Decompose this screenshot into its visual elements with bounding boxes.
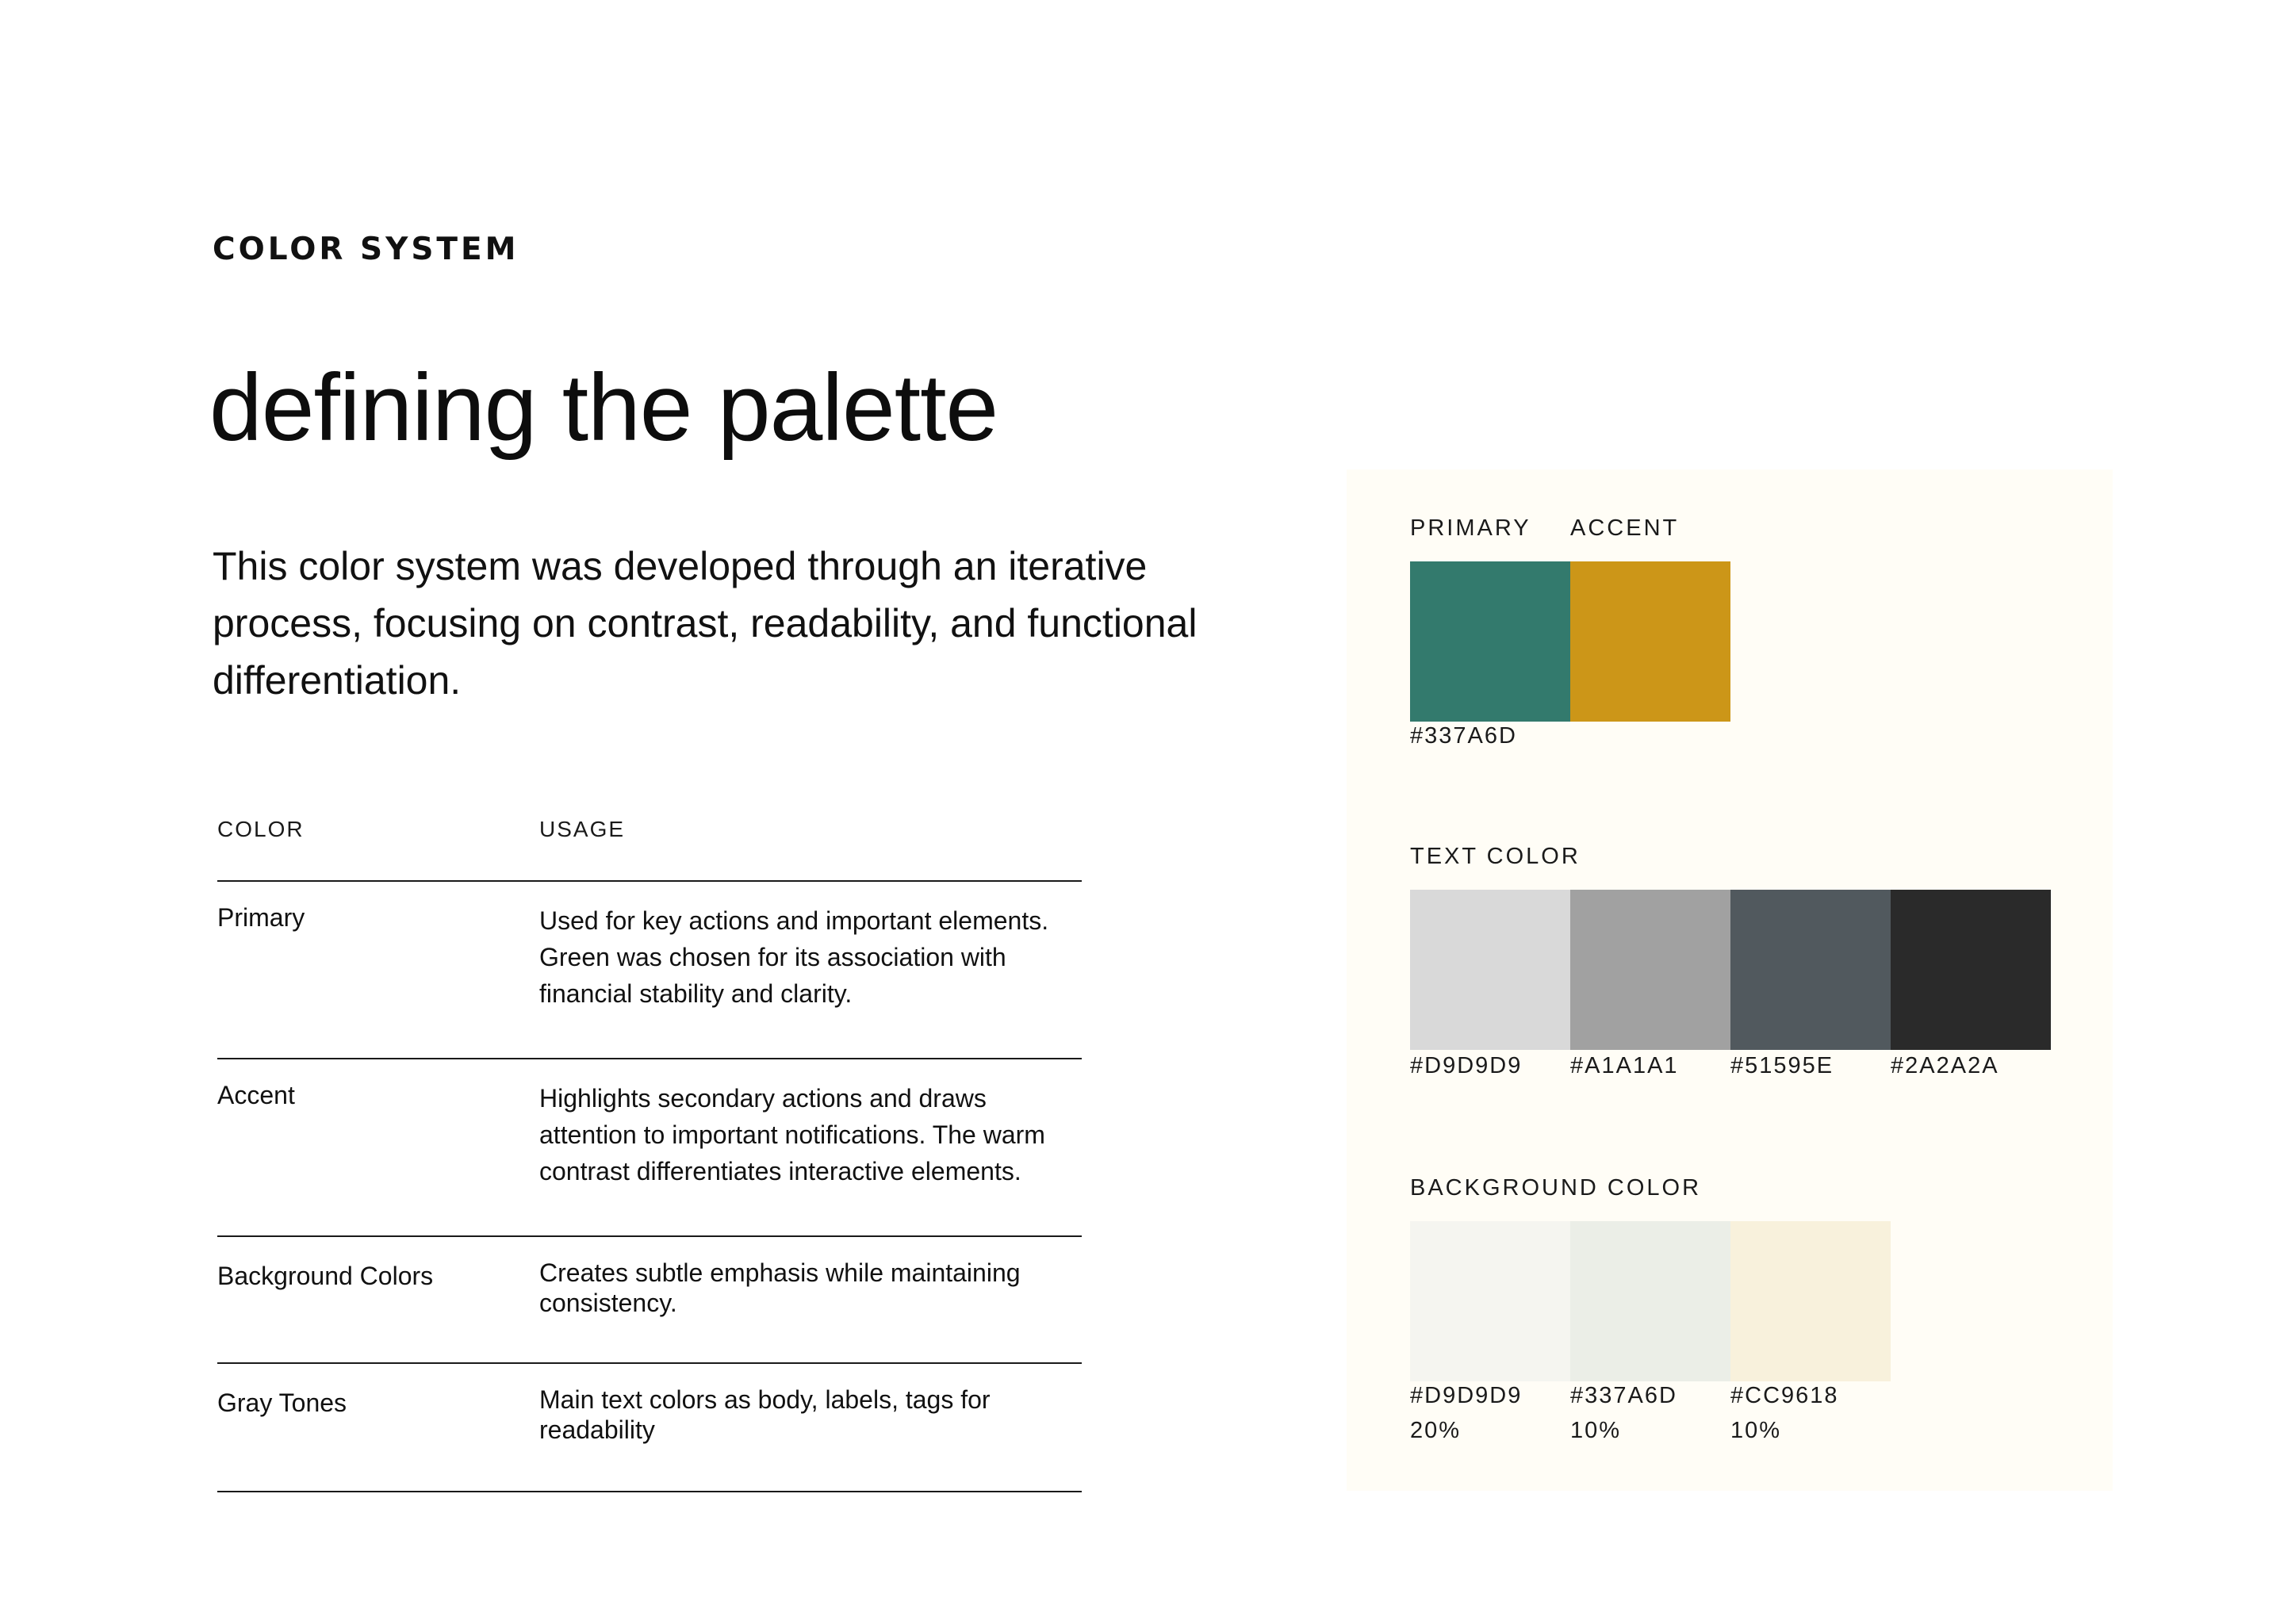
background-swatch-3 bbox=[1730, 1221, 1891, 1381]
row-color-name: Primary bbox=[217, 903, 305, 932]
row-color-name: Accent bbox=[217, 1081, 295, 1109]
table-row-accent bbox=[217, 1059, 1082, 1237]
accent-label: ACCENT bbox=[1570, 515, 1680, 541]
background-opacity-3: 10% bbox=[1730, 1418, 1782, 1443]
text-swatch-1 bbox=[1410, 890, 1570, 1050]
column-header-usage: USAGE bbox=[539, 817, 626, 841]
table-row-primary bbox=[217, 882, 1082, 1059]
text-hex-1: #D9D9D9 bbox=[1410, 1053, 1523, 1078]
text-color-label: TEXT COLOR bbox=[1410, 844, 1581, 869]
text-hex-4: #2A2A2A bbox=[1891, 1053, 1999, 1078]
background-hex-3: #CC9618 bbox=[1730, 1383, 1839, 1408]
text-swatch-4 bbox=[1891, 890, 2051, 1050]
row-usage-text: Used for key actions and important elements. Green was chosen for its association with financial stability and clarity. bbox=[539, 906, 1049, 1008]
usage-table bbox=[217, 817, 1082, 1492]
background-hex-1: #D9D9D9 bbox=[1410, 1383, 1523, 1408]
row-usage-text: Highlights secondary actions and draws attention to important notifications. The warm contrast differentiates interactive elements. bbox=[539, 1084, 1045, 1185]
row-color-name: Background Colors bbox=[217, 1262, 434, 1290]
row-usage-text: Creates subtle emphasis while maintaining consistency. bbox=[539, 1258, 1021, 1317]
background-opacity-1: 20% bbox=[1410, 1418, 1462, 1443]
table-row-gray-tones bbox=[217, 1364, 1082, 1492]
accent-swatch bbox=[1570, 561, 1730, 722]
page-title: defining the palette bbox=[209, 354, 998, 461]
palette-panel bbox=[1347, 469, 2113, 1491]
background-swatch-2 bbox=[1570, 1221, 1730, 1381]
background-opacity-2: 10% bbox=[1570, 1418, 1622, 1443]
accent-hex: #CC9618 bbox=[1570, 723, 1679, 749]
intro-paragraph: This color system was developed through an iterative process, focusing on contrast, readability, and functional differentiation. bbox=[213, 544, 1198, 703]
background-color-label: BACKGROUND COLOR bbox=[1410, 1175, 1702, 1201]
table-row-background-colors bbox=[217, 1237, 1082, 1364]
text-swatch-3 bbox=[1730, 890, 1891, 1050]
text-hex-2: #A1A1A1 bbox=[1570, 1053, 1679, 1078]
primary-label: PRIMARY bbox=[1410, 515, 1531, 541]
background-swatch-1 bbox=[1410, 1221, 1570, 1381]
primary-hex: #337A6D bbox=[1410, 723, 1517, 749]
text-swatch-2 bbox=[1570, 890, 1730, 1050]
table-header bbox=[217, 817, 1082, 882]
row-color-name: Gray Tones bbox=[217, 1388, 347, 1417]
background-hex-2: #337A6D bbox=[1570, 1383, 1677, 1408]
text-hex-3: #51595E bbox=[1730, 1053, 1834, 1078]
column-header-color: COLOR bbox=[217, 817, 305, 841]
row-usage-text: Main text colors as body, labels, tags for readability bbox=[539, 1385, 991, 1444]
primary-swatch bbox=[1410, 561, 1570, 722]
eyebrow-label: COLOR SYSTEM bbox=[213, 232, 519, 267]
